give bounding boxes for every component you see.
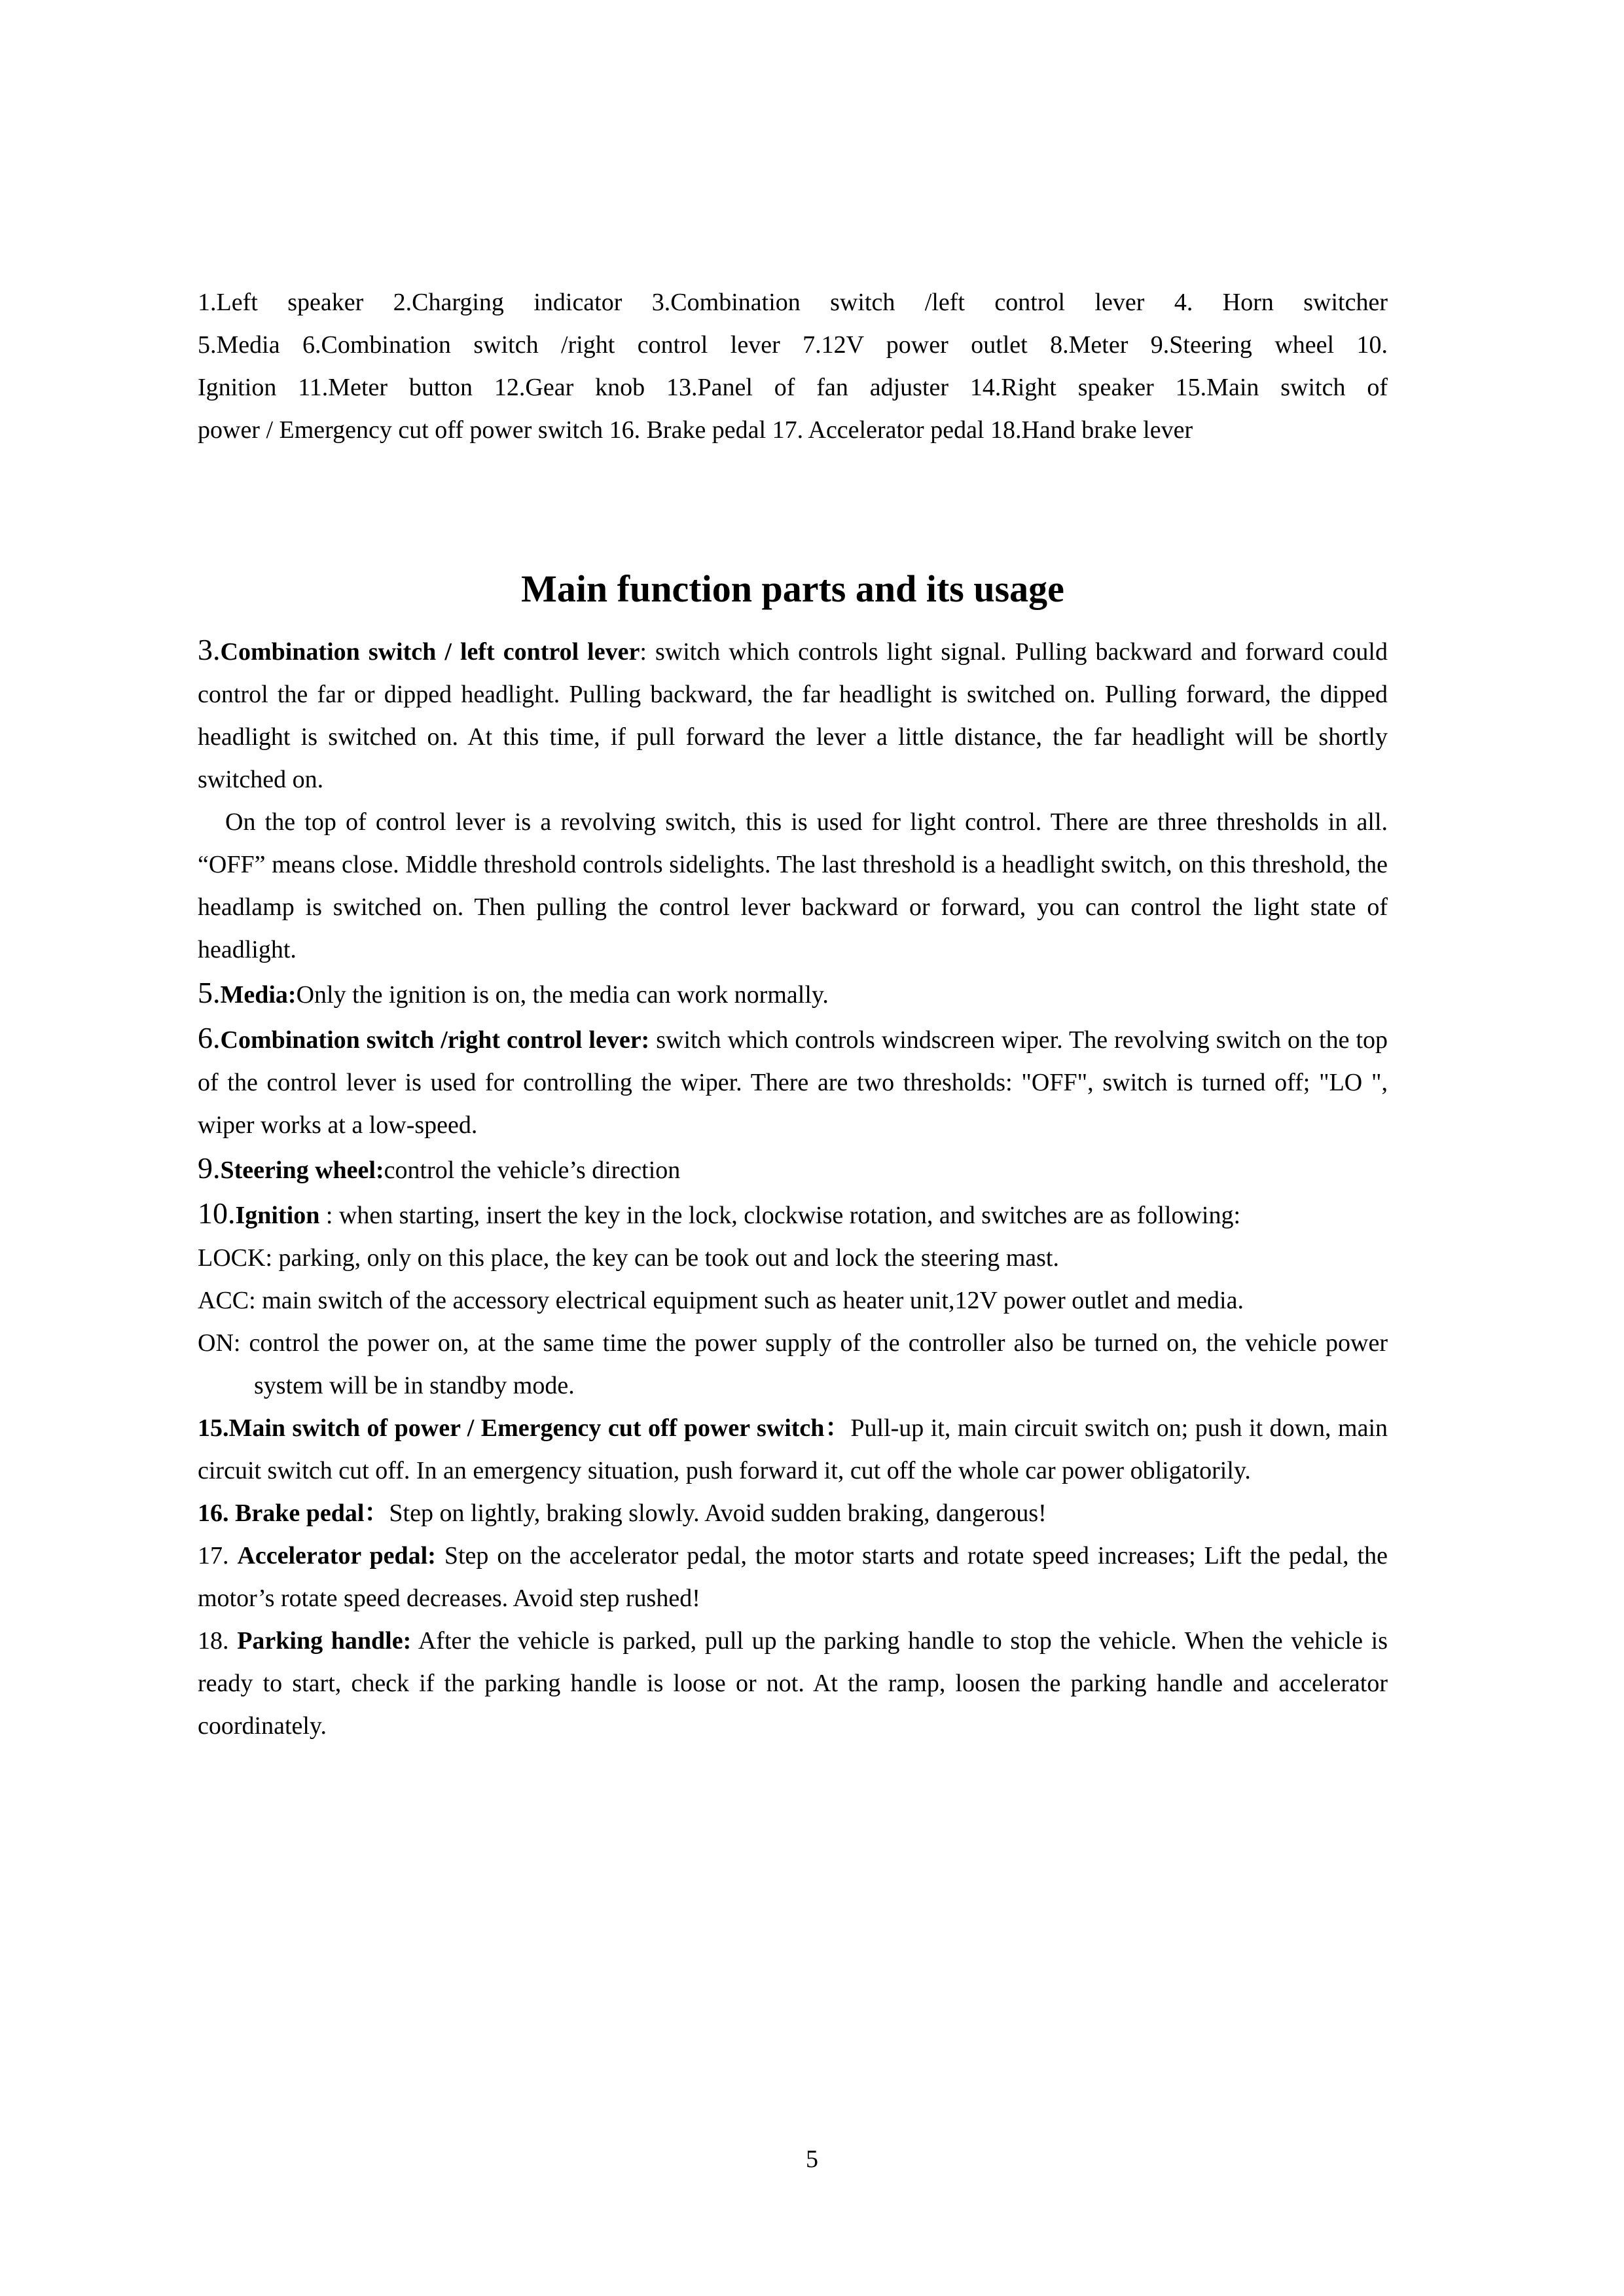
- item-3: [198, 628, 1388, 801]
- legend-line: 5.Media 6.Combination switch /right control lever 7.12V power outlet 8.Meter 9.Steering wheel 10.: [198, 331, 1388, 359]
- section-heading: Main function parts and its usage: [521, 567, 1064, 610]
- item-text: Step on the accelerator pedal, the motor starts and rotate speed increases; Lift the pedal, the motor’s rotate speed decreases. Avoid step rushed!: [198, 1542, 1388, 1612]
- page-content: [198, 281, 1388, 1748]
- item-number: 10.: [198, 1196, 236, 1230]
- item-15: [198, 1407, 1388, 1492]
- item-title: Parking handle:: [237, 1627, 412, 1655]
- item-text: Only the ignition is on, the media can work normally.: [296, 981, 829, 1009]
- item-text: : switch which controls light signal. Pulling backward and forward could control the far or dipped headlight. Pulling backward, the far headlight is switched on. Pulling forward, the dipped headlight is switched on. At this time, if pull forward the lever a little distance, the far headlight will be shortly switched on.: [198, 638, 1388, 793]
- page-number: 5: [806, 2145, 818, 2173]
- item-title: Accelerator pedal:: [237, 1542, 436, 1570]
- item-number: 5.: [198, 976, 221, 1009]
- ignition-lock: LOCK: parking, only on this place, the key can be took out and lock the steering mast.: [198, 1244, 1059, 1272]
- item-number: 3.: [198, 633, 221, 666]
- parts-legend: [198, 281, 1388, 452]
- item-text: Pull-up it, main circuit switch on; push it down, main circuit switch cut off. In an emergency situation, push forward it, cut off the whole car power obligatorily.: [198, 1414, 1388, 1484]
- item-18: [198, 1620, 1388, 1748]
- item-title: 16. Brake pedal：: [198, 1499, 389, 1527]
- item-number: 9.: [198, 1151, 221, 1185]
- item-16: [198, 1492, 1388, 1535]
- item-10: [198, 1192, 1388, 1237]
- item-number: 18.: [198, 1627, 238, 1655]
- item-title: Combination switch /right control lever:: [220, 1026, 650, 1054]
- item-title: Media:: [220, 981, 297, 1009]
- item-text: : when starting, insert the key in the lock, clockwise rotation, and switches are as following:: [319, 1202, 1241, 1229]
- item-6: [198, 1016, 1388, 1147]
- item-text: After the vehicle is parked, pull up the parking handle to stop the vehicle. When the vehicle is ready to start, check if the parking handle is loose or not. At the ramp, loosen the parking handle and accelerator coordinately.: [198, 1627, 1388, 1740]
- item-text: control the vehicle’s direction: [384, 1157, 681, 1184]
- item-text: Step on lightly, braking slowly. Avoid sudden braking, dangerous!: [389, 1499, 1047, 1527]
- item-title: Combination switch / left control lever: [220, 638, 640, 666]
- item-title: 15.Main switch of power / Emergency cut off power switch：: [198, 1414, 851, 1442]
- item-5: [198, 971, 1388, 1016]
- item-number: 6.: [198, 1021, 221, 1054]
- ignition-on: ON: control the power on, at the same time the power supply of the controller also be turned on, the vehicle power system will be in standby mode.: [198, 1329, 1388, 1399]
- ignition-acc: ACC: main switch of the accessory electrical equipment such as heater unit,12V power outlet and media.: [198, 1287, 1244, 1314]
- item-9: [198, 1147, 1388, 1192]
- item-title: Ignition: [235, 1202, 320, 1229]
- item-text: switch which controls windscreen wiper. The revolving switch on the top of the control lever is used for controlling the wiper. There are two thresholds: "OFF", switch is turned off; "LO ", wiper works at a low-speed.: [198, 1026, 1388, 1139]
- legend-line: Ignition 11.Meter button 12.Gear knob 13.Panel of fan adjuster 14.Right speaker 15.Main switch of: [198, 374, 1388, 401]
- legend-line: 1.Left speaker 2.Charging indicator 3.Combination switch /left control lever 4. Horn switcher: [198, 289, 1388, 316]
- item-number: 17.: [198, 1542, 238, 1570]
- legend-line: power / Emergency cut off power switch 16. Brake pedal 17. Accelerator pedal 18.Hand brake lever: [198, 416, 1193, 444]
- item-17: [198, 1535, 1388, 1620]
- item-3-paragraph-2: On the top of control lever is a revolving switch, this is used for light control. There are three thresholds in all. “OFF” means close. Middle threshold controls sidelights. The last threshold is a headlight switch, on this threshold, the headlamp is switched on. Then pulling the control lever backward or forward, you can control the light state of headlight.: [198, 808, 1388, 963]
- item-title: Steering wheel:: [220, 1157, 384, 1184]
